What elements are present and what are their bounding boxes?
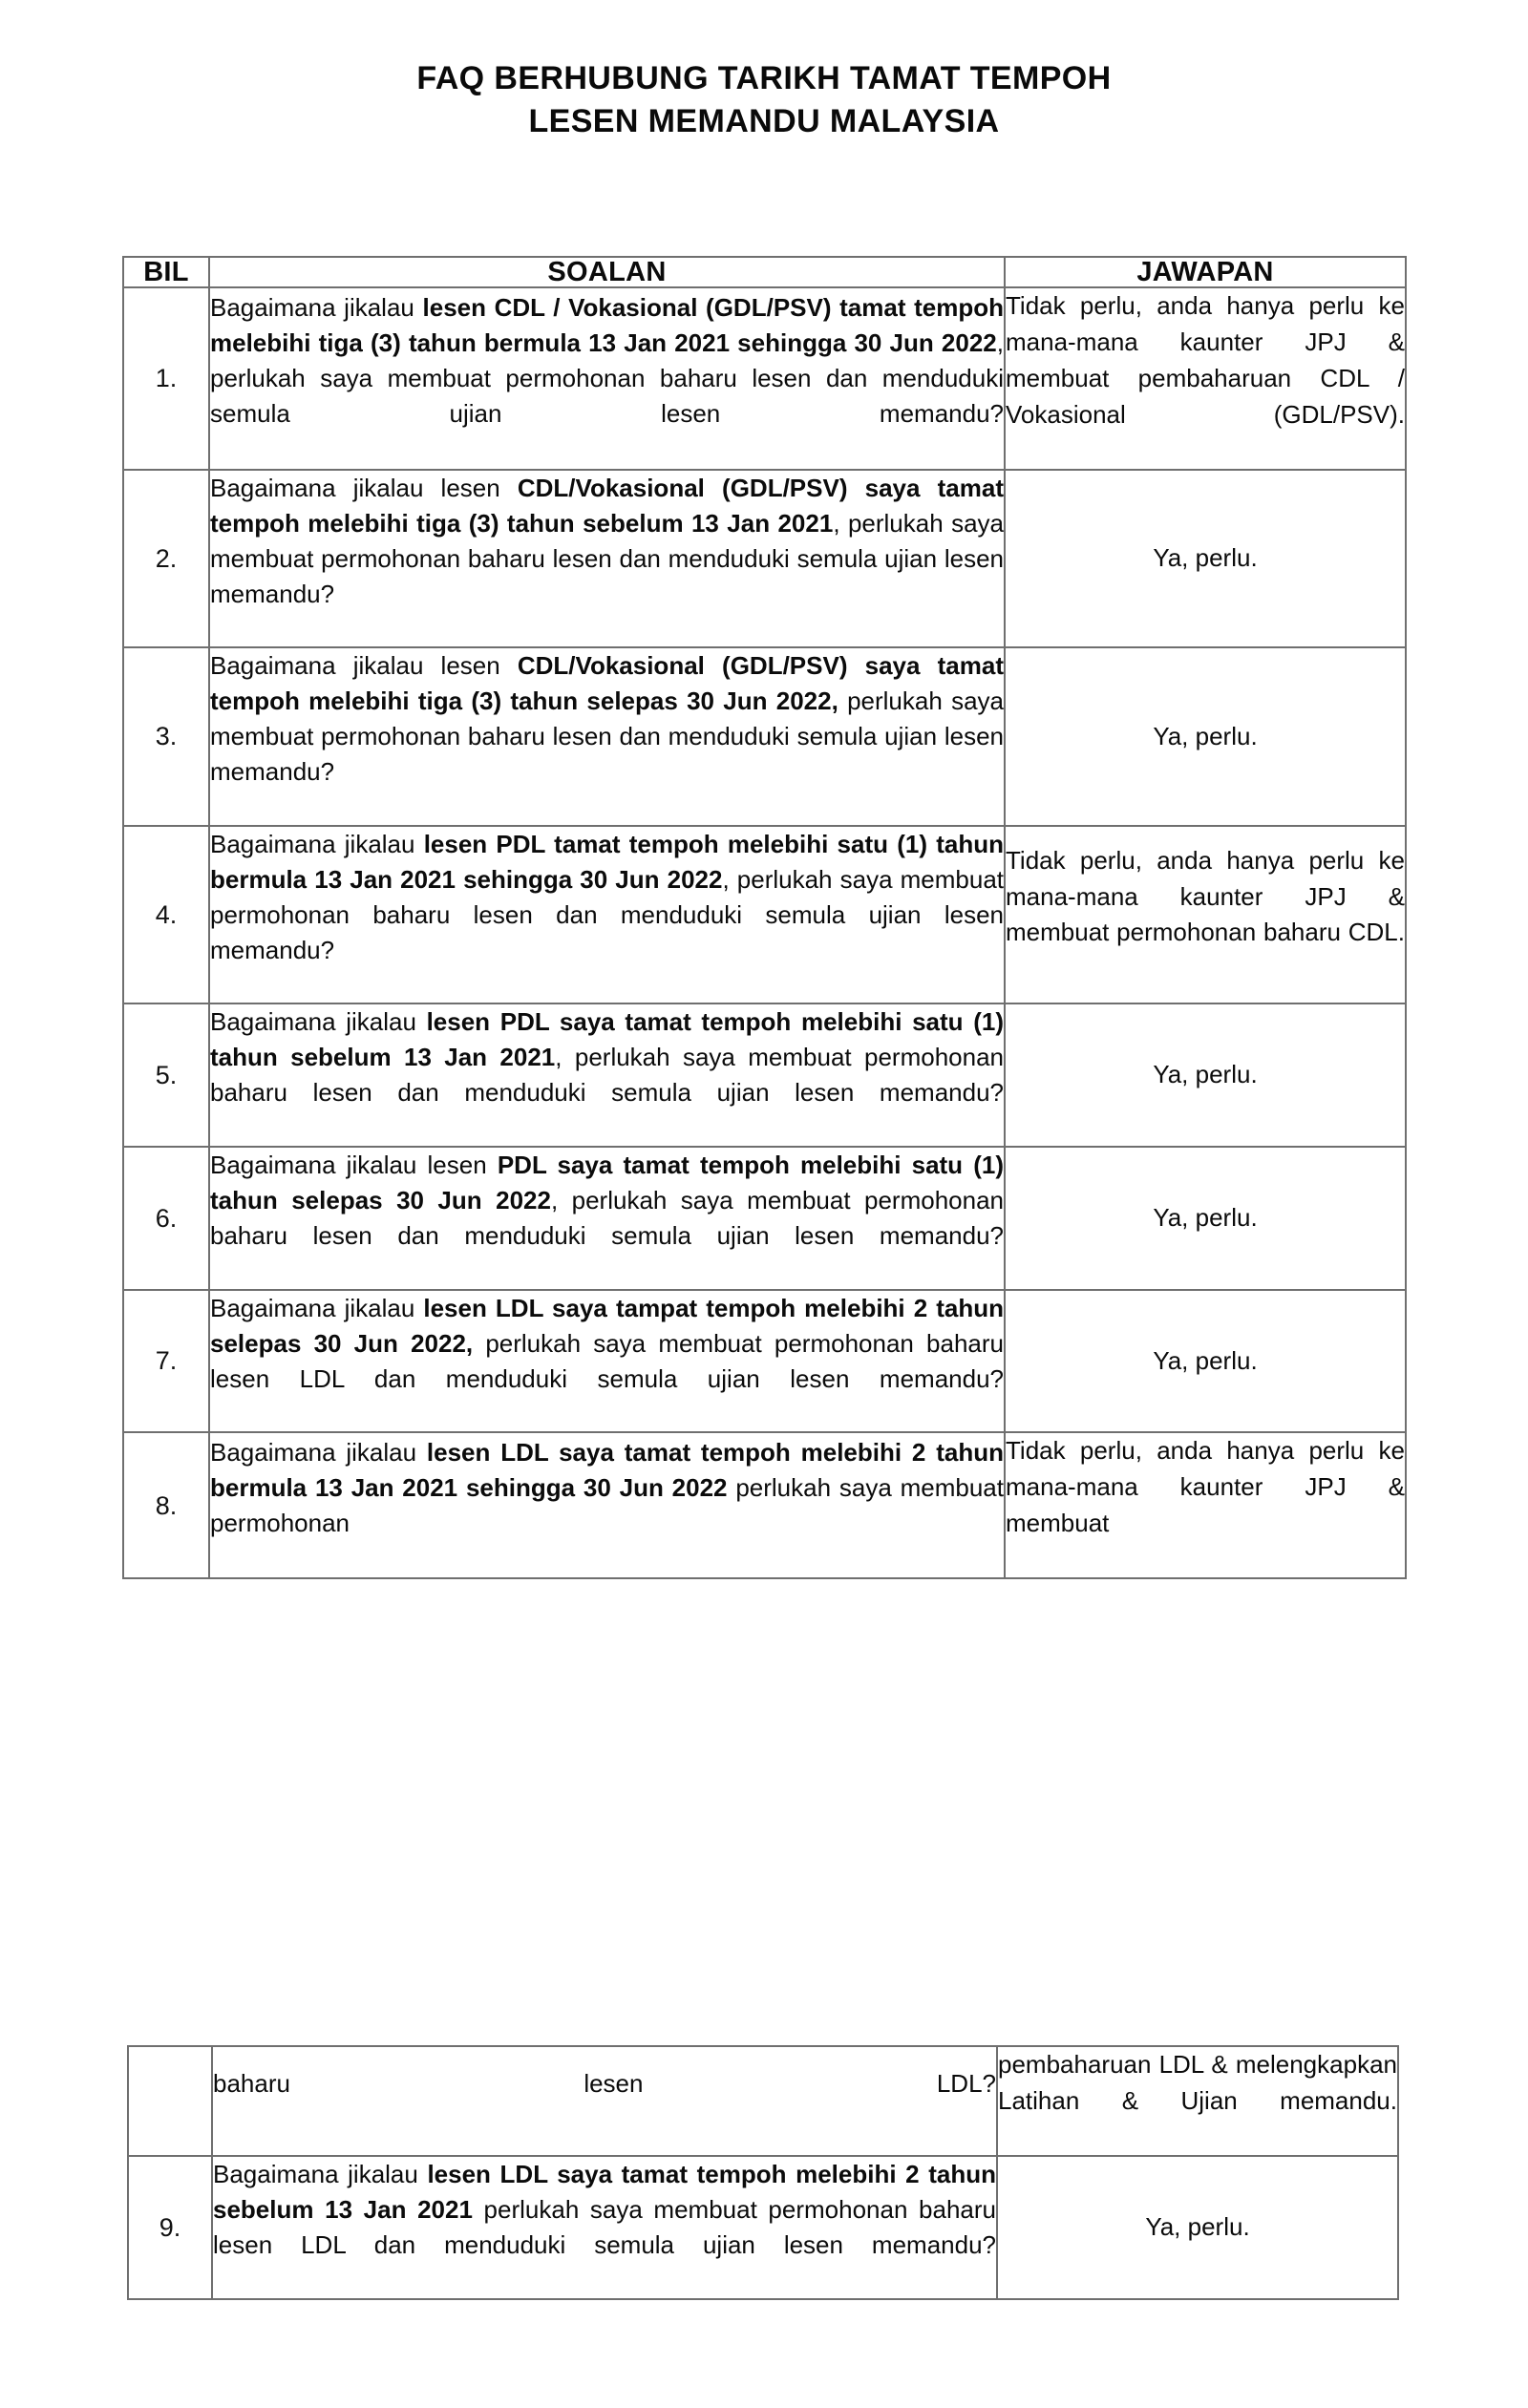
table-row [123, 287, 1406, 469]
faq-table-page-2 [127, 2045, 1399, 2300]
soalan-plain: perlukah saya membuat permohonan baharu lesen LDL dan menduduki semula ujian lesen memandu? [210, 1328, 1004, 1393]
jawapan-text: Ya, perlu. [1153, 1060, 1258, 1089]
cell-jawapan [1005, 1432, 1406, 1578]
jawapan-text: Tidak perlu, anda hanya perlu ke mana-mana kaunter JPJ & membuat pembaharuan CDL / Vokasional (GDL/PSV). [1006, 291, 1405, 429]
soalan-text [210, 290, 1004, 467]
table-row [123, 470, 1406, 648]
table-header-row [123, 257, 1406, 287]
soalan-plain: Bagaimana jikalau [210, 1007, 427, 1037]
jawapan-text: Tidak perlu, anda hanya perlu ke mana-mana kaunter JPJ & membuat permohonan baharu CDL. [1006, 845, 1405, 947]
soalan-plain: baharu lesen LDL? [213, 2068, 996, 2098]
cell-soalan [209, 470, 1005, 648]
soalan-plain: Bagaimana jikalau [210, 1437, 427, 1467]
soalan-emphasis: lesen LDL saya tampat tempoh melebihi 2 tahun selepas 30 Jun 2022, [210, 1293, 1004, 1358]
page-title-line-2: LESEN MEMANDU MALAYSIA [528, 102, 1000, 139]
table-row [123, 1147, 1406, 1290]
cell-soalan [212, 2046, 997, 2156]
faq-table-body-page-1 [123, 287, 1406, 1578]
jawapan-text: Ya, perlu. [1153, 721, 1258, 750]
cell-bil: 5. [123, 1003, 209, 1147]
soalan-text [210, 648, 1004, 825]
soalan-plain: Bagaimana jikalau lesen [210, 473, 518, 502]
faq-table-head [123, 257, 1406, 287]
cell-soalan [209, 826, 1005, 1004]
column-header-jawapan: JAWAPAN [1005, 257, 1406, 287]
column-header-bil: BIL [123, 257, 209, 287]
cell-soalan [209, 1147, 1005, 1290]
soalan-emphasis: PDL saya tamat tempoh melebihi satu (1) tahun selepas 30 Jun 2022 [210, 1151, 1004, 1215]
cell-soalan [209, 1432, 1005, 1578]
jawapan-text: Ya, perlu. [1153, 1203, 1258, 1233]
faq-table-body-page-2 [128, 2046, 1398, 2299]
cell-jawapan [1005, 826, 1406, 1004]
jawapan-text: pembaharuan LDL & melengkapkan Latihan & Ujian memandu. [998, 2050, 1397, 2115]
cell-jawapan [1005, 287, 1406, 469]
soalan-plain: perlukah saya membuat permohonan baharu lesen dan menduduki semula ujian lesen memandu? [210, 686, 1004, 787]
cell-jawapan [1005, 1147, 1406, 1290]
cell-jawapan [1005, 1290, 1406, 1433]
soalan-emphasis: CDL/Vokasional (GDL/PSV) saya tamat tempoh melebihi tiga (3) tahun sebelum 13 Jan 2021 [210, 473, 1004, 538]
page-break-gap [0, 1814, 1528, 2043]
cell-bil: 7. [123, 1290, 209, 1433]
soalan-emphasis: lesen LDL saya tamat tempoh melebihi 2 tahun bermula 13 Jan 2021 sehingga 30 Jun 2022 [210, 1437, 1004, 1502]
soalan-plain: Bagaimana jikalau [210, 829, 424, 858]
cell-soalan [209, 647, 1005, 826]
jawapan-text: Ya, perlu. [1153, 1345, 1258, 1375]
soalan-text [213, 2157, 996, 2298]
soalan-plain: Bagaimana jikalau lesen [210, 1151, 498, 1180]
soalan-plain: perlukah saya membuat permohonan [210, 1472, 1004, 1537]
table-row [123, 826, 1406, 1004]
soalan-plain: , perlukah saya membuat permohonan baharu lesen dan menduduki semula ujian lesen memandu? [210, 864, 1004, 964]
soalan-plain: , perlukah saya membuat permohonan baharu lesen dan menduduki semula ujian lesen memandu? [210, 328, 1004, 429]
soalan-emphasis: lesen CDL / Vokasional (GDL/PSV) tamat tempoh melebihi tiga (3) tahun bermula 13 Jan 2021 sehingga 30 Jun 2022 [210, 293, 1004, 358]
page-title-line-1: FAQ BERHUBUNG TARIKH TAMAT TEMPOH [416, 60, 1112, 96]
soalan-text [210, 1435, 1004, 1576]
soalan-plain: , perlukah saya membuat permohonan baharu lesen dan menduduki semula ujian lesen memandu? [210, 1043, 1004, 1108]
soalan-plain: , perlukah saya membuat permohonan baharu lesen dan menduduki semula ujian lesen memandu? [210, 1186, 1004, 1250]
cell-bil: 8. [123, 1432, 209, 1578]
jawapan-text: Ya, perlu. [1153, 543, 1258, 573]
soalan-plain: , perlukah saya membuat permohonan baharu lesen dan menduduki semula ujian lesen memandu? [210, 508, 1004, 608]
soalan-emphasis: lesen LDL saya tamat tempoh melebihi 2 tahun sebelum 13 Jan 2021 [213, 2160, 996, 2224]
cell-soalan [212, 2156, 997, 2299]
soalan-plain: Bagaimana jikalau lesen [210, 651, 518, 681]
table-row [123, 647, 1406, 826]
soalan-plain: Bagaimana jikalau [213, 2160, 428, 2189]
soalan-text [210, 1004, 1004, 1146]
cell-soalan [209, 1003, 1005, 1147]
soalan-text [210, 1148, 1004, 1289]
cell-soalan [209, 1290, 1005, 1433]
soalan-plain: Bagaimana jikalau [210, 1293, 424, 1322]
cell-jawapan [997, 2156, 1398, 2299]
soalan-emphasis: lesen PDL saya tamat tempoh melebihi satu (1) tahun sebelum 13 Jan 2021 [210, 1007, 1004, 1072]
cell-jawapan [1005, 1003, 1406, 1147]
cell-jawapan [997, 2046, 1398, 2156]
soalan-plain: Bagaimana jikalau [210, 293, 423, 323]
cell-bil: 6. [123, 1147, 209, 1290]
cell-bil: 2. [123, 470, 209, 648]
soalan-text [210, 827, 1004, 1003]
table-row [123, 1003, 1406, 1147]
cell-bil: 9. [128, 2156, 212, 2299]
cell-bil: 4. [123, 826, 209, 1004]
table-row [123, 1290, 1406, 1433]
cell-bil: 1. [123, 287, 209, 469]
soalan-emphasis: lesen PDL tamat tempoh melebihi satu (1) tahun bermula 13 Jan 2021 sehingga 30 Jun 2022 [210, 829, 1004, 894]
table-row [128, 2046, 1398, 2156]
cell-jawapan [1005, 470, 1406, 648]
table-row [123, 1432, 1406, 1578]
cell-jawapan [1005, 647, 1406, 826]
soalan-emphasis: CDL/Vokasional (GDL/PSV) saya tamat tempoh melebihi tiga (3) tahun selepas 30 Jun 2022, [210, 651, 1004, 716]
soalan-text [210, 471, 1004, 647]
page-title [0, 57, 1528, 143]
table-row [128, 2156, 1398, 2299]
faq-table-page-1 [122, 256, 1407, 1579]
soalan-text [213, 2066, 996, 2137]
jawapan-text: Tidak perlu, anda hanya perlu ke mana-mana kaunter JPJ & membuat [1006, 1436, 1405, 1537]
jawapan-text: Ya, perlu. [1145, 2212, 1250, 2242]
soalan-text [210, 1291, 1004, 1432]
column-header-soalan: SOALAN [209, 257, 1005, 287]
cell-soalan [209, 287, 1005, 469]
soalan-plain: perlukah saya membuat permohonan baharu lesen LDL dan menduduki semula ujian lesen memandu? [213, 2194, 997, 2259]
cell-bil: 3. [123, 647, 209, 826]
cell-bil [128, 2046, 212, 2156]
